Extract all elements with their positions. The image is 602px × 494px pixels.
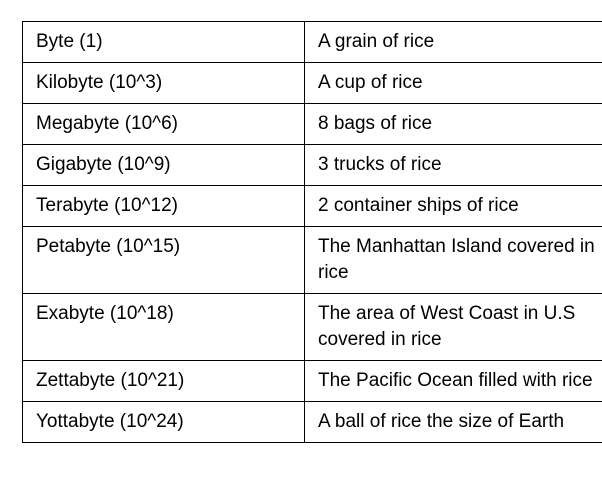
byte-rice-scale-table bbox=[22, 21, 602, 443]
analogy-cell: 8 bags of rice bbox=[305, 104, 602, 145]
analogy-cell: A cup of rice bbox=[305, 63, 602, 104]
table-row bbox=[23, 145, 602, 186]
table-row bbox=[23, 22, 602, 63]
unit-cell: Terabyte (10^12) bbox=[23, 186, 305, 227]
unit-cell: Yottabyte (10^24) bbox=[23, 402, 305, 443]
unit-cell: Megabyte (10^6) bbox=[23, 104, 305, 145]
table-row bbox=[23, 63, 602, 104]
analogy-cell: The Manhattan Island covered in rice bbox=[305, 227, 602, 294]
unit-cell: Petabyte (10^15) bbox=[23, 227, 305, 294]
table-row bbox=[23, 227, 602, 294]
table-row bbox=[23, 104, 602, 145]
unit-cell: Exabyte (10^18) bbox=[23, 294, 305, 361]
analogy-cell: The area of West Coast in U.S covered in rice bbox=[305, 294, 602, 361]
analogy-cell: A ball of rice the size of Earth bbox=[305, 402, 602, 443]
unit-cell: Kilobyte (10^3) bbox=[23, 63, 305, 104]
analogy-cell: 2 container ships of rice bbox=[305, 186, 602, 227]
analogy-cell: 3 trucks of rice bbox=[305, 145, 602, 186]
table-row bbox=[23, 294, 602, 361]
unit-cell: Zettabyte (10^21) bbox=[23, 361, 305, 402]
table-row bbox=[23, 361, 602, 402]
table-body bbox=[23, 22, 602, 443]
analogy-cell: A grain of rice bbox=[305, 22, 602, 63]
table-row bbox=[23, 402, 602, 443]
table-row bbox=[23, 186, 602, 227]
analogy-cell: The Pacific Ocean filled with rice bbox=[305, 361, 602, 402]
unit-cell: Gigabyte (10^9) bbox=[23, 145, 305, 186]
unit-cell: Byte (1) bbox=[23, 22, 305, 63]
